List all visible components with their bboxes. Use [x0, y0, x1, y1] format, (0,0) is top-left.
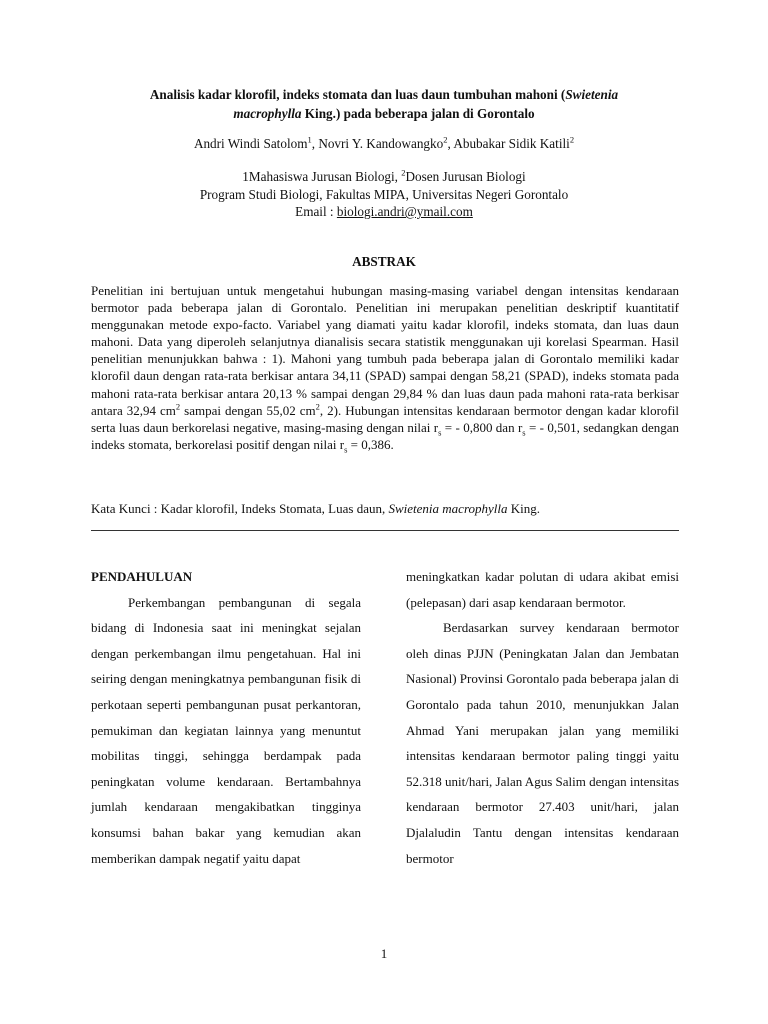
affiliation-line-2: Program Studi Biologi, Fakultas MIPA, Universitas Negeri Gorontalo: [199, 186, 569, 202]
title-species-epithet: macrophylla: [233, 106, 302, 121]
email-line: Email : biologi.andri@ymail.com: [295, 204, 473, 219]
title-species-genus: Swietenia: [565, 87, 619, 102]
section-divider: [91, 530, 679, 531]
section-heading: PENDAHULUAN: [91, 569, 193, 584]
body-paragraph: Berdasarkan survey kendaraan bermotor oleh dinas PJJN (Peningkatan Jalan dan Jembatan Nasional) Provinsi Gorontalo pada beberapa jalan di Gorontalo pada tahun 2010, menunjukkan Jalan Ahmad Yani merupakan jalan yang memiliki intensitas kendaraan bermotor paling tinggi yaitu 52.318 unit/hari, Jalan Agus Salim dengan intensitas kendaraan bermotor 27.403 unit/hari, jalan Djalaludin Tantu dengan intensitas kendaraan bermotor: [406, 620, 679, 866]
body-column-left: [91, 564, 361, 871]
body-column-right: [406, 564, 679, 871]
author-list: Andri Windi Satolom$^1$, Novri Y. Kandowangko$^2$, Abubakar Sidik Katili$^2$: [193, 134, 575, 151]
body-paragraph: Perkembangan pembangunan di segala bidang di Indonesia saat ini meningkat sejalan dengan perkembangan ilmu pengetahuan. Hal ini seiring dengan meningkatnya pembangunan fisik di perkotaan seperti pembangunan pusat perkantoran, pemukiman dan kegiatan lainnya yang menuntut mobilitas tinggi, sehingga berdampak pada peningkatan volume kendaraan. Bertambahnya jumlah kendaraan mengakibatkan tingginya konsumsi bahan bakar yang kemudian akan memberikan dampak negatif yaitu dapat: [91, 594, 361, 866]
keywords-line: Kata Kunci : Kadar klorofil, Indeks Stomata, Luas daun, Swietenia macrophylla King.: [91, 501, 541, 516]
abstract-heading: ABSTRAK: [352, 254, 416, 269]
affiliation-block: [60, 168, 708, 221]
body-paragraph-continued: meningkatkan kadar polutan di udara akibat emisi (pelepasan) dari asap kendaraan bermotor.: [406, 569, 679, 610]
abstract-text: Penelitian ini bertujuan untuk mengetahui hubungan masing-masing variabel dengan intensitas kendaraan bermotor pada beberapa jalan di Gorontalo. Penelitian ini merupakan penelitian deskriptif kuantitatif menggunakan metode expo-facto. Variabel yang diamati yaitu kadar klorofil, indeks stomata, dan luas daun mahoni. Data yang diperoleh selanjutnya dianalisis secara statistik menggunakan uji korelasi Spearman. Hasil penelitian menunjukkan bahwa : 1). Mahoni yang tumbuh pada beberapa jalan di Gorontalo memiliki kadar klorofil daun dengan rata-rata berkisar antara 34,11 (SPAD) sampai dengan 58,21 (SPAD), indeks stomata pada mahoni rata-rata berkisar antara 20,13 % sampai dengan 29,84 % dan luas daun pada mahoni rata-rata berkisar antara 32,94 $cm^2$ sampai dengan 55,02 $cm^2$, 2). Hubungan intensitas kendaraan bermotor dengan kadar klorofil serta luas daun berkorelasi negative, masing-masing dengan nilai $r_s$ = - 0,800 dan $r_s$ = - 0,501, sedangkan dengan indeks stomata, berkorelasi positif dengan nilai $r_s = 0,386$.: [91, 283, 679, 455]
affiliation-line-1: 1Mahasiswa Jurusan Biologi, $^2$Dosen Jurusan Biologi: [242, 167, 526, 184]
page-number: 1: [380, 946, 388, 961]
email-link[interactable]: biologi.andri@ymail.com: [336, 204, 473, 219]
paper-title: Analisis kadar klorofil, indeks stomata dan luas daun tumbuhan mahoni (Swietenia macrophylla King.) pada beberapa jalan di Gorontalo: [149, 87, 619, 121]
